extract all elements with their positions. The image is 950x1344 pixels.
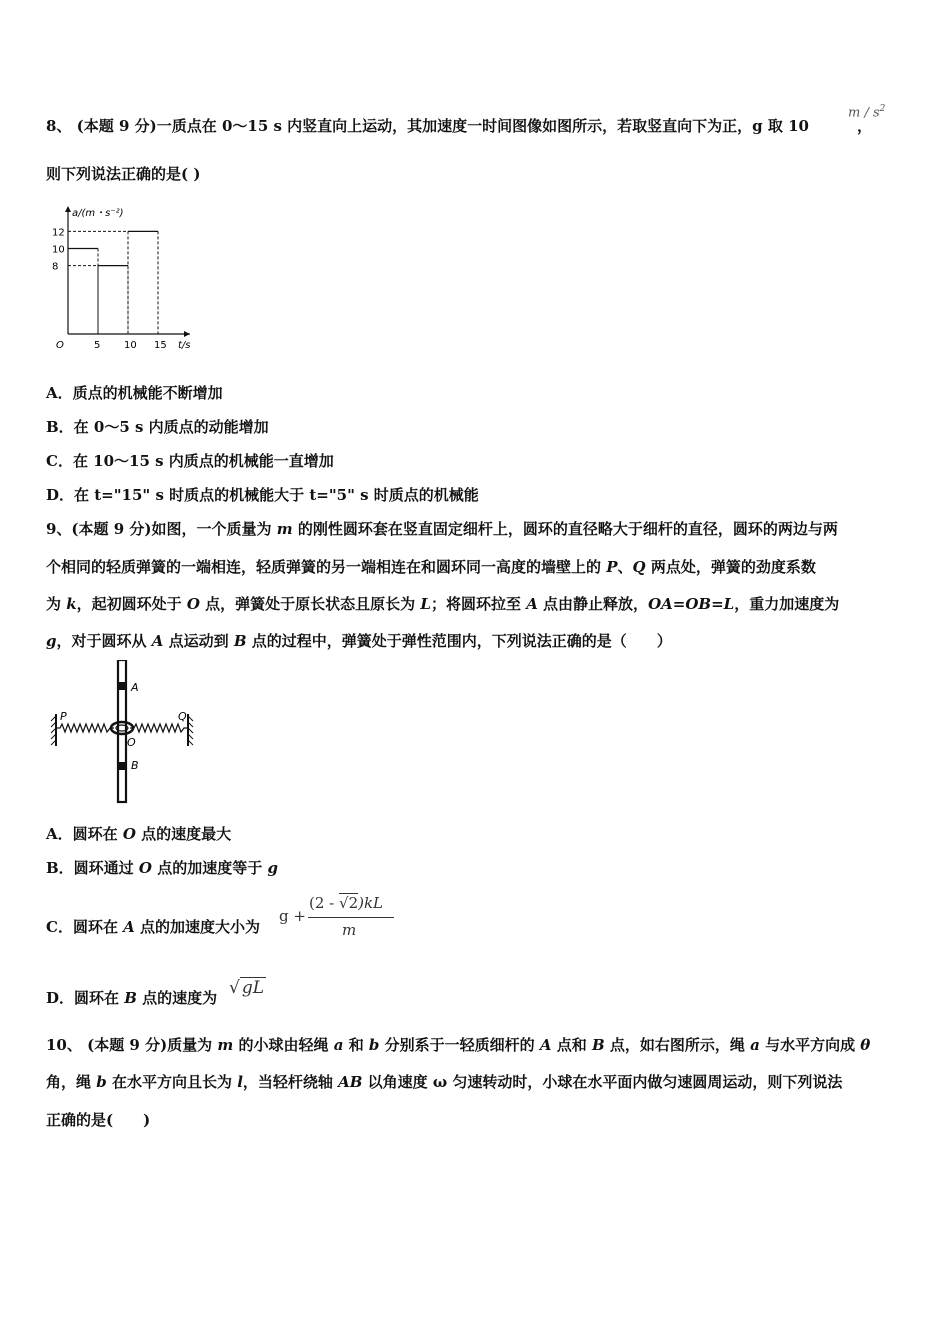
q9-text: 点的加速度等于 xyxy=(151,859,268,877)
q8-option-c: C．在 10～15 s 内质点的机械能一直增加 xyxy=(46,452,334,470)
q9-text: 点，弹簧处于原长状态且原长为 xyxy=(199,595,421,613)
q9-text: 的刚性圆环套在竖直固定细杆上，圆环的直径略大于细杆的直径，圆环的两边与两 xyxy=(292,520,838,538)
q10-text: 点，如右图所示，绳 xyxy=(604,1036,751,1054)
q9-text: A．圆环在 xyxy=(46,825,123,843)
q10-var-A: A xyxy=(539,1036,552,1054)
q9-text: 点的速度为 xyxy=(136,989,218,1007)
q10-var-theta: θ xyxy=(860,1036,871,1054)
q8-unit: m / $s^2$ xyxy=(848,104,886,121)
q10-text: 角，绳 xyxy=(46,1073,97,1091)
q9-option-b xyxy=(46,857,278,879)
x-axis-arrow xyxy=(184,331,190,337)
q9-text: C．圆环在 xyxy=(46,918,124,936)
point-b-mark xyxy=(119,762,125,770)
q9-var-k: k xyxy=(66,595,77,613)
q9-text: 点的加速度大小为 xyxy=(134,918,261,936)
q9-var-O: O xyxy=(186,595,200,613)
right-spring xyxy=(130,724,188,732)
y-tick-label-10: 10 xyxy=(52,244,65,256)
formula-numerator: (2 - √2)kL xyxy=(309,894,384,912)
q10-var-a: a xyxy=(333,1036,344,1054)
q9-text: 个相同的轻质弹簧的一端相连，轻质弹簧的另一端相连在和圆环同一高度的墙壁上的 xyxy=(46,558,607,576)
q8-stem-text: 8、 (本题 9 分)一质点在 0～15 s 内竖直向上运动，其加速度一时间图像如图所示，若取竖直向下为正，g 取 10 xyxy=(46,117,809,135)
q9-text: 、 xyxy=(617,558,633,576)
q9-var-g: g xyxy=(267,859,278,877)
x-tick-label-15: 15 xyxy=(154,340,167,350)
q10-var-B: B xyxy=(591,1036,605,1054)
formula-denominator: m xyxy=(342,921,357,939)
q9-option-c-formula xyxy=(279,894,399,944)
q10-line-2 xyxy=(46,1071,842,1093)
q9-var-g: g xyxy=(46,632,57,650)
y-axis-label: a/(m・s⁻²) xyxy=(72,208,124,219)
x-tick-label-5: 5 xyxy=(94,340,101,350)
left-spring xyxy=(56,724,114,732)
q9-text: ，起初圆环处于 xyxy=(76,595,187,613)
q8-line-1 xyxy=(46,115,872,137)
formula-numerator-tail: )kL xyxy=(358,894,384,912)
q9-spring-ring-figure xyxy=(48,660,198,805)
q8-line-2: 则下列说法正确的是( ) xyxy=(46,165,201,183)
y-axis-arrow xyxy=(65,206,71,212)
q10-var-a: a xyxy=(750,1036,760,1054)
q10-line-3: 正确的是( ) xyxy=(46,1111,151,1129)
q9-var-B: B xyxy=(233,632,247,650)
q9-line-3 xyxy=(46,593,839,615)
q9-option-d xyxy=(46,987,217,1009)
q10-text: 点和 xyxy=(551,1036,592,1054)
q10-text: 10、 (本题 9 分)质量为 xyxy=(46,1036,218,1054)
q9-text: ；将圆环拉至 xyxy=(430,595,527,613)
q9-equation: OA=OB=L xyxy=(648,595,735,613)
q9-var-B: B xyxy=(124,989,137,1007)
origin-label: O xyxy=(56,340,64,350)
q9-text: 点的速度最大 xyxy=(135,825,232,843)
q9-line-4 xyxy=(46,630,672,652)
q8-option-d: D．在 t="15" s 时质点的机械能大于 t="5" s 时质点的机械能 xyxy=(46,486,479,504)
q10-text: 以角速度 ω 匀速转动时，小球在水平面内做匀速圆周运动，则下列说法 xyxy=(362,1073,843,1091)
q9-var-m: m xyxy=(276,520,293,538)
formula-radicand: 2 xyxy=(348,894,359,912)
label-o: O xyxy=(127,736,136,749)
q9-text: 两点处，弹簧的劲度系数 xyxy=(645,558,816,576)
q10-var-b: b xyxy=(96,1073,107,1091)
formula-g-plus: g + xyxy=(279,907,306,925)
q9-text: 9、(本题 9 分)如图，一个质量为 xyxy=(46,520,277,538)
q9-line-1 xyxy=(46,518,838,540)
formula-fraction-bar xyxy=(308,917,394,918)
q8-unit-exponent: 2 xyxy=(879,104,886,114)
point-a-mark xyxy=(119,682,125,690)
q9-option-c xyxy=(46,916,260,938)
q8-option-a: A．质点的机械能不断增加 xyxy=(46,384,223,402)
y-tick-label-8: 8 xyxy=(52,261,59,273)
q8-comma: ， xyxy=(856,117,872,135)
q9-var-L: L xyxy=(420,595,431,613)
q9-text: 点的过程中，弹簧处于弹性范围内，下列说法正确的是（ ） xyxy=(246,632,672,650)
q9-var-Q: Q xyxy=(632,558,646,576)
label-p: P xyxy=(60,710,67,723)
q9-option-d-formula: √ gL xyxy=(229,978,265,998)
q10-var-m: m xyxy=(217,1036,234,1054)
label-a: A xyxy=(131,681,139,694)
q9-text: ，对于圆环从 xyxy=(56,632,152,650)
q9-var-P: P xyxy=(606,558,618,576)
q9-text: D．圆环在 xyxy=(46,989,125,1007)
q9-text: B．圆环通过 xyxy=(46,859,139,877)
q9-text: 点运动到 xyxy=(163,632,234,650)
q10-text: 与水平方向成 xyxy=(759,1036,861,1054)
q9-var-A: A xyxy=(151,632,164,650)
q10-text: 的小球由轻绳 xyxy=(233,1036,334,1054)
q10-var-AB: AB xyxy=(338,1073,363,1091)
q10-text: 在水平方向且长为 xyxy=(106,1073,238,1091)
q8-option-b: B．在 0～5 s 内质点的动能增加 xyxy=(46,418,269,436)
x-axis-label: t/s xyxy=(178,340,191,350)
q9-var-O: O xyxy=(138,859,152,877)
q9-line-2 xyxy=(46,556,816,578)
q9-var-A: A xyxy=(123,918,135,936)
q9-text: 点由静止释放， xyxy=(537,595,649,613)
chart-marks xyxy=(52,206,191,350)
label-q: Q xyxy=(178,710,187,723)
q10-line-1 xyxy=(46,1034,870,1056)
q9-var-O: O xyxy=(122,825,136,843)
q10-text: 和 xyxy=(343,1036,369,1054)
q10-var-l: l xyxy=(237,1073,243,1091)
label-b: B xyxy=(131,759,139,772)
q9-text: ，重力加速度为 xyxy=(734,595,840,613)
q9-var-A: A xyxy=(526,595,538,613)
x-tick-label-10: 10 xyxy=(124,340,137,350)
y-tick-label-12: 12 xyxy=(52,227,65,239)
q10-var-b: b xyxy=(368,1036,380,1054)
q10-text: 分别系于一轻质细杆的 xyxy=(379,1036,540,1054)
formula-radicand: gL xyxy=(241,978,265,998)
q9-option-a xyxy=(46,823,231,845)
q9-text: 为 xyxy=(46,595,67,613)
q8-acceleration-time-chart xyxy=(52,200,222,350)
q10-text: ，当轻杆绕轴 xyxy=(242,1073,339,1091)
